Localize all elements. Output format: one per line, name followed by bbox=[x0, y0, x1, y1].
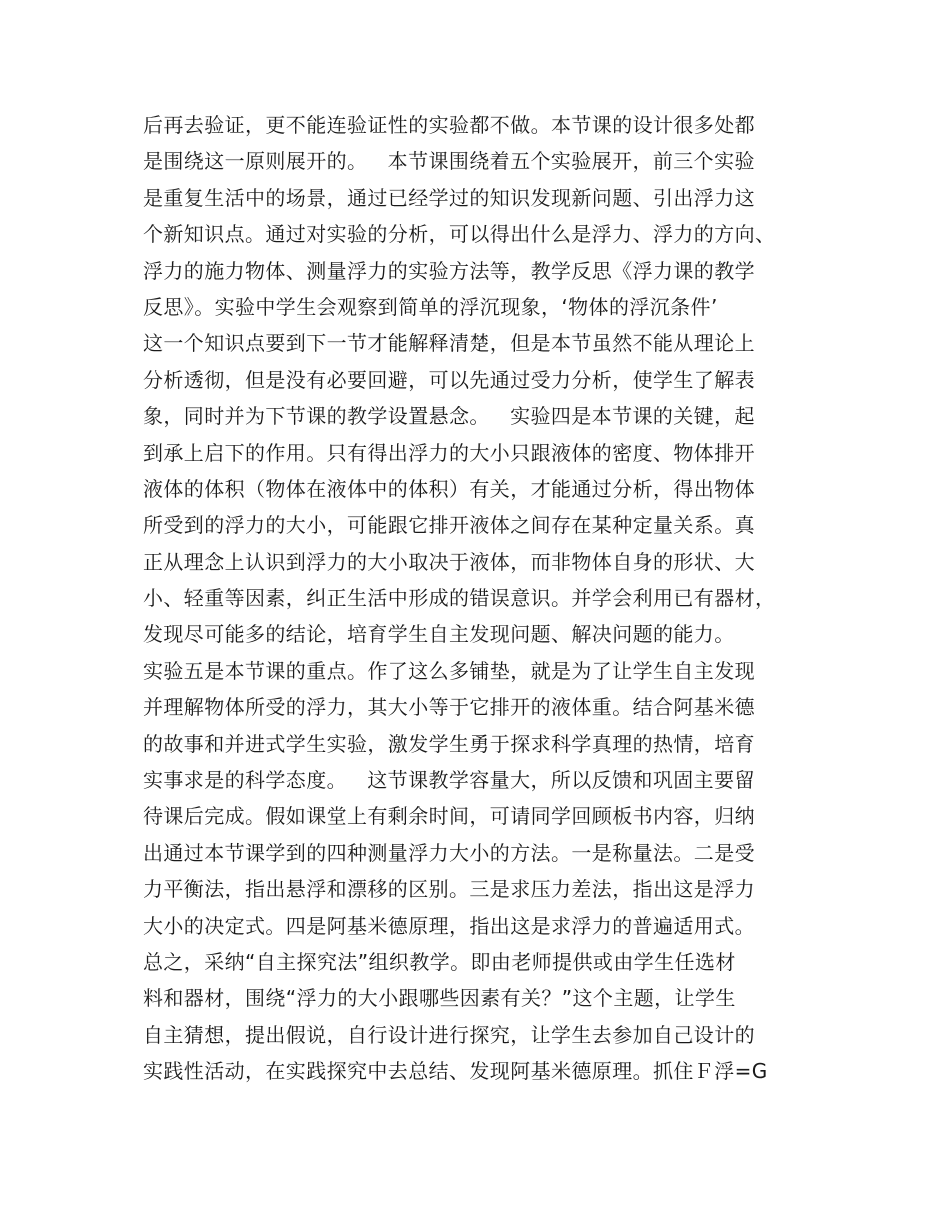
text-line: 后再去验证，更不能连验证性的实验都不做。本节课的设计很多处都 bbox=[143, 113, 755, 137]
text-line: 象，同时并为下节课的教学设置悬念。 实验四是本节课的关键，起 bbox=[143, 404, 755, 429]
text-line: 个新知识点。通过对实验的分析，可以得出什么是浮力、浮力的方向、 bbox=[143, 222, 776, 247]
text-line: 实事求是的科学态度。 这节课教学容量大，所以反馈和巩固主要留 bbox=[143, 768, 755, 793]
text-line: 总之，采纳“自主探究法”组织教学。即由老师提供或由学生任选材 bbox=[143, 949, 736, 974]
text-line: 大小的决定式。四是阿基米德原理，指出这是求浮力的普遍适用式。 bbox=[143, 913, 755, 938]
text-line: 发现尽可能多的结论，培育学生自主发现问题、解决问题的能力。 bbox=[143, 622, 735, 647]
text-line: 是围绕这一原则展开的。 本节课围绕着五个实验展开，前三个实验 bbox=[143, 149, 755, 174]
text-line: 出通过本节课学到的四种测量浮力大小的方法。一是称量法。二是受 bbox=[143, 840, 755, 865]
text-line: 料和器材，围绕“浮力的大小跟哪些因素有关？”这个主题，让学生 bbox=[143, 986, 736, 1011]
text-line: 正从理念上认识到浮力的大小取决于液体，而非物体自身的形状、大 bbox=[143, 549, 755, 574]
text-line: 到承上启下的作用。只有得出浮力的大小只跟液体的密度、物体排开 bbox=[143, 440, 755, 465]
text-line: 力平衡法，指出悬浮和漂移的区别。三是求压力差法，指出这是浮力 bbox=[143, 877, 755, 902]
text-line: 实验五是本节课的重点。作了这么多铺垫，就是为了让学生自主发现 bbox=[143, 658, 755, 683]
text-line: 所受到的浮力的大小，可能跟它排开液体之间存在某种定量关系。真 bbox=[143, 513, 755, 538]
text-line: 分析透彻，但是没有必要回避，可以先通过受力分析，使学生了解表 bbox=[143, 367, 755, 392]
text-line: 的故事和并进式学生实验，激发学生勇于探求科学真理的热情，培育 bbox=[143, 731, 755, 756]
text-line: 实践性活动，在实践探究中去总结、发现阿基米德原理。抓住Ｆ浮=G bbox=[143, 1059, 768, 1084]
body-text bbox=[143, 107, 823, 1090]
text-line: 反思》。实验中学生会观察到简单的浮沉现象，‘物体的浮沉条件’ bbox=[143, 294, 718, 319]
text-line: 小、轻重等因素，纠正生活中形成的错误意识。并学会利用已有器材， bbox=[143, 586, 776, 611]
text-line: 浮力的施力物体、测量浮力的实验方法等，教学反思《浮力课的教学 bbox=[143, 258, 755, 283]
text-line: 是重复生活中的场景，通过已经学过的知识发现新问题、引出浮力这 bbox=[143, 185, 755, 210]
text-line: 自主猜想，提出假说，自行设计进行探究，让学生去参加自己设计的 bbox=[143, 1022, 755, 1047]
text-line: 并理解物体所受的浮力，其大小等于它排开的液体重。结合阿基米德 bbox=[143, 695, 755, 720]
text-line: 这一个知识点要到下一节才能解释清楚，但是本节虽然不能从理论上 bbox=[143, 331, 755, 356]
text-line: 待课后完成。假如课堂上有剩余时间，可请同学回顾板书内容，归纳 bbox=[143, 804, 755, 829]
text-line: 液体的体积（物体在液体中的体积）有关，才能通过分析，得出物体 bbox=[143, 476, 755, 501]
